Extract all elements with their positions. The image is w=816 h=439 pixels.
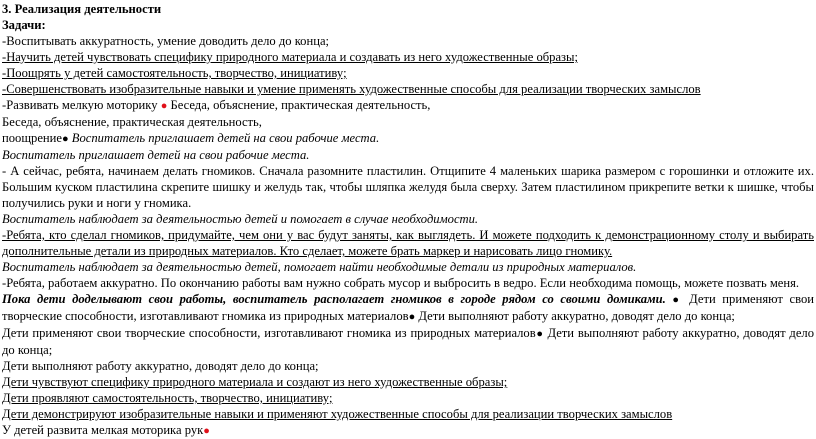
observe-line: Воспитатель наблюдает за деятельностью детей, помогает найти необходимые детали из природных материалов. (2, 260, 637, 274)
red-bullet-icon: ● (203, 425, 210, 437)
result-text: Дети применяют свои творческие способности, изготавливают гномика из природных материалов (2, 326, 536, 340)
result-line: Дети проявляют самостоятельность, творчество, инициативу; (2, 391, 333, 405)
bullet-icon: ● (62, 133, 69, 145)
task-line: -Научить детей чувствовать специфику природного материала и создавать из него художественные образы; (2, 50, 578, 64)
invite-line: Воспитатель приглашает детей на свои рабочие места. (2, 148, 310, 162)
encourage-text: поощрение (2, 131, 62, 145)
finish-italic-text: Пока дети доделывают свои работы, воспитатель располагает гномиков в городе рядом со своими домиками. (2, 292, 673, 306)
tasks-label: Задачи: (2, 18, 46, 32)
methods-text: Беседа, объяснение, практическая деятельность, (167, 98, 431, 112)
bullet-icon: ● (535, 328, 544, 340)
result-line: Дети выполняют работу аккуратно, доводят дело до конца; (2, 359, 319, 373)
offer-paragraph: -Ребята, кто сделал гномиков, придумайте, чем они у вас будут заняты, как выглядеть. И можете подходить к демонстрационному столу и выбирать дополнительные детали из природных материалов. Кто сделает, можете брать маркер и нарисовать лицо гномику. (2, 228, 814, 258)
result-line: Дети чувствуют специфику природного материала и создают из него художественные образы; (2, 375, 508, 389)
methods-line: Беседа, объяснение, практическая деятельность, (2, 115, 262, 129)
result-text-2: Дети выполняют работу аккуратно, доводят дело до конца; (2, 326, 814, 357)
task-line: -Поощрять у детей самостоятельность, творчество, инициативу; (2, 66, 347, 80)
section-heading: 3. Реализация деятельности (2, 2, 162, 16)
final-text: У детей развита мелкая моторика рук (2, 423, 204, 437)
encourage-line (2, 130, 814, 147)
finish-text: Дети применяют свои творческие способности, изготавливают гномика из природных материалов (2, 292, 815, 323)
instruction-paragraph: - А сейчас, ребята, начинаем делать гномиков. Сначала разомните пластилин. Отщипите 4 маленьких шарика размером с горошинки и отложите их. Большим куском пластилина скрепите шишку и желудь так, чтобы шляпка желудя была сверху. Затем пластилином прикрепите ветки к шишке, чтобы получились руки и ноги у гномика. (2, 164, 814, 210)
invite-text: Воспитатель приглашает детей на свои рабочие места. (68, 131, 380, 145)
observe-line: Воспитатель наблюдает за деятельностью детей и помогает в случае необходимости. (2, 212, 479, 226)
bullet-icon: ● (408, 311, 416, 323)
motor-skills-line (2, 97, 814, 114)
cleanup-paragraph: -Ребята, работаем аккуратно. По окончанию работы вам нужно собрать мусор и выбросить в ведро. Если необходима помощь, можете позвать меня. (2, 276, 800, 290)
red-bullet-icon: ● (160, 100, 168, 112)
finish-paragraph (2, 291, 814, 325)
motor-skills-text: -Развивать мелкую моторику (2, 98, 161, 112)
finish-text-2: Дети выполняют работу аккуратно, доводят дело до конца; (415, 309, 735, 323)
bullet-icon: ● (672, 294, 683, 306)
result-line: Дети демонстрируют изобразительные навыки и применяют художественные способы для реализации творческих замыслов (2, 407, 673, 421)
final-line (2, 422, 814, 439)
task-line: -Совершенствовать изобразительные навыки и умение применять художественные способы для реализации творческих замыслов (2, 82, 701, 96)
result-paragraph (2, 325, 814, 358)
task-line: -Воспитывать аккуратность, умение доводить дело до конца; (2, 34, 330, 48)
